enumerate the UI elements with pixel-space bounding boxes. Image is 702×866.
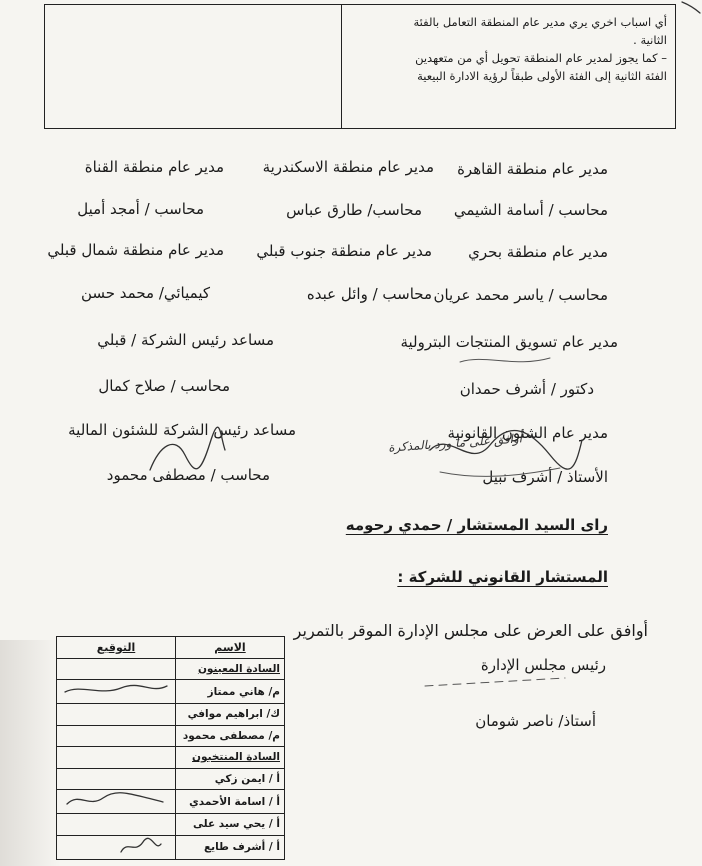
table-row <box>57 658 285 680</box>
table-row <box>57 835 285 859</box>
group-label: السادة المعينون <box>176 658 285 680</box>
legal-affairs-manager-title: مدير عام الشئون القانونية <box>447 424 608 442</box>
signatory-name: دكتور / أشرف حمدان <box>459 380 594 398</box>
chairman-name: أستاذ/ ناصر شومان <box>475 712 596 730</box>
table-row <box>57 747 285 769</box>
table-row <box>57 790 285 814</box>
member-signature <box>61 680 171 700</box>
approval-line: أوافق على العرض على مجلس الإدارة الموقر بالتمرير <box>293 621 648 640</box>
legal-counsel: المستشار القانوني للشركة : <box>397 568 608 586</box>
marketing-signature-scribble <box>455 350 555 370</box>
member-name: أ / أشرف طايع <box>176 835 285 859</box>
bahary-manager-title: مدير عام منطقة بحري <box>468 243 608 261</box>
condition-line: الثانية . <box>633 33 667 47</box>
signature-cell <box>57 790 176 814</box>
cairo-manager-title: مدير عام منطقة القاهرة <box>457 160 608 178</box>
signatory-name: محاسب / مصطفى محمود <box>106 466 270 484</box>
signatory-name: الأستاذ / أشرف نبيل <box>482 468 608 486</box>
condition-line: – كما يجوز لمدير عام المنطقة تحويل أي من متعهدين <box>415 51 667 65</box>
signatory-name: كيميائي/ محمد حسن <box>80 284 210 302</box>
member-name: أ / اسامة الأحمدي <box>176 790 285 814</box>
legal-opinion: راى السيد المستشار / حمدي رحومه <box>345 516 608 534</box>
signatory-name: محاسب / وائل عبده <box>306 285 432 303</box>
alex-manager-title: مدير عام منطقة الاسكندرية <box>262 158 434 176</box>
scan-shadow <box>0 640 60 866</box>
signature-cell <box>57 747 176 769</box>
member-name: أ / يحي سيد على <box>176 814 285 836</box>
group-label: السادة المنتخبون <box>176 747 285 769</box>
assistant-chairman-finance-title: مساعد رئيس الشركة للشئون المالية <box>68 421 296 439</box>
assistant-chairman-upper-title: مساعد رئيس الشركة / قبلي <box>97 331 274 349</box>
table-row <box>57 704 285 726</box>
member-signature <box>61 790 171 810</box>
north-upper-manager-title: مدير عام منطقة شمال قبلي <box>47 241 224 259</box>
signature-cell <box>57 658 176 680</box>
signatory-name: محاسب / ياسر محمد عريان <box>433 286 608 304</box>
name-header: الاسم <box>176 637 285 659</box>
signature-cell <box>57 680 176 704</box>
member-signature <box>61 836 171 856</box>
member-name: ك/ ابراهيم موافي <box>176 704 285 726</box>
table-row <box>57 768 285 790</box>
condition-line: أي اسباب اخري يري مدير عام المنطقة التعامل بالفئة <box>413 15 667 29</box>
board-signatures-table <box>56 636 285 860</box>
signature-cell <box>57 725 176 747</box>
signature-header: التوقيع <box>57 637 176 659</box>
conditions-box <box>44 4 676 129</box>
table-row <box>57 725 285 747</box>
marketing-manager-title: مدير عام تسويق المنتجات البترولية <box>400 333 618 351</box>
signature-cell <box>57 704 176 726</box>
member-name: م/ هاني ممتاز <box>176 680 285 704</box>
table-header-row <box>57 637 285 659</box>
corner-mark <box>680 0 702 14</box>
signature-cell <box>57 835 176 859</box>
chairman-title: رئيس مجلس الإدارة <box>480 656 606 674</box>
condition-line: الفئة الثانية إلى الفئة الأولى طبقاً لرؤية الادارة البيعية <box>417 69 667 83</box>
signatory-name: محاسب / أسامة الشيمي <box>453 201 608 219</box>
south-upper-manager-title: مدير عام منطقة جنوب قبلي <box>256 242 432 260</box>
signature-cell <box>57 814 176 836</box>
handwritten-note: أوافق على ما ورد بالمذكرة <box>387 431 523 455</box>
member-name: أ / ايمن زكي <box>176 768 285 790</box>
canal-manager-title: مدير عام منطقة القناة <box>84 158 224 176</box>
conditions-text <box>342 5 675 128</box>
signatory-name: محاسب/ طارق عباس <box>286 201 422 219</box>
signature-cell <box>57 768 176 790</box>
table-row <box>57 680 285 704</box>
signatory-name: محاسب / أمجد أميل <box>77 200 204 218</box>
member-name: م/ مصطفى محمود <box>176 725 285 747</box>
empty-cell <box>45 5 342 128</box>
signatory-name: محاسب / صلاح كمال <box>98 377 230 395</box>
table-row <box>57 814 285 836</box>
